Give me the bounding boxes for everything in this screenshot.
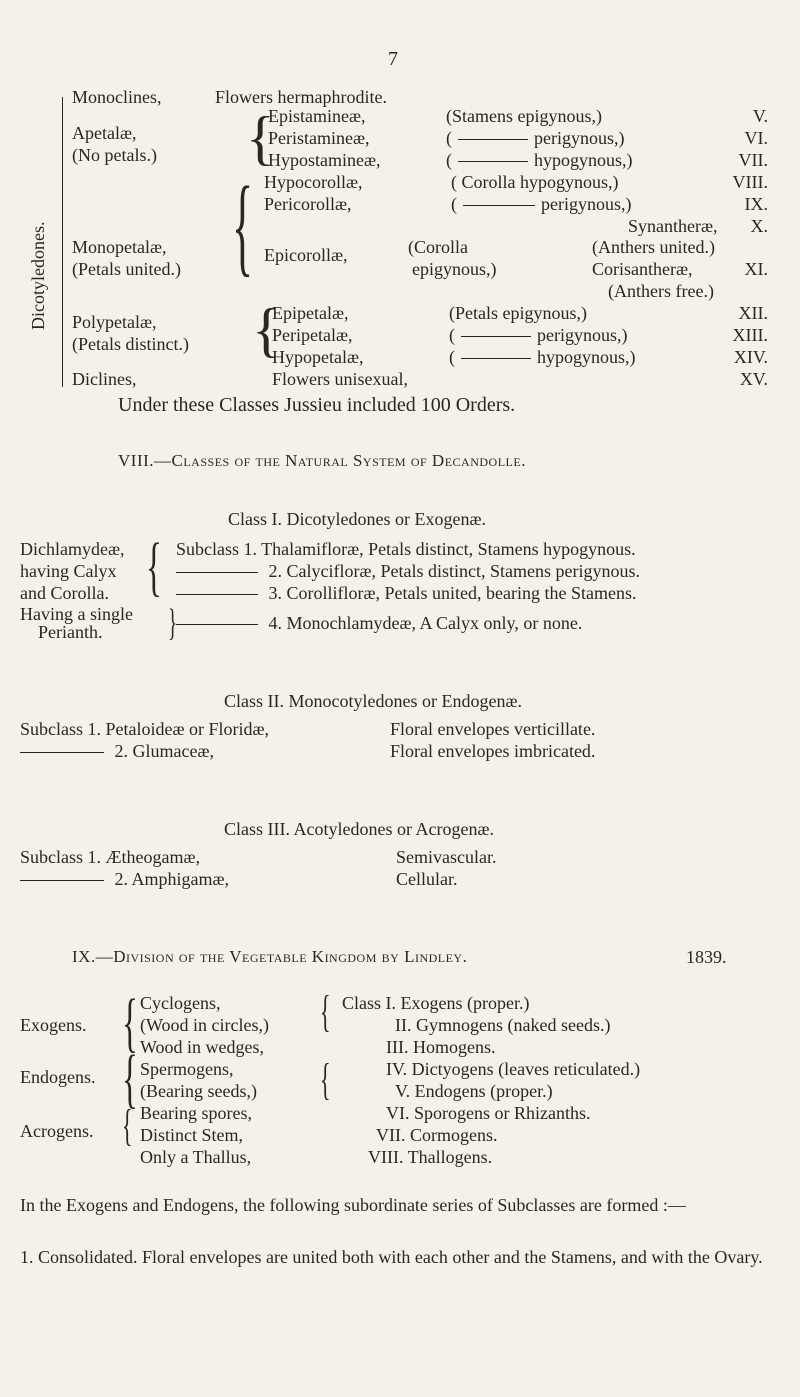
no-petals-label: (No petals.) (72, 145, 157, 165)
epistaminea-label: Epistamineæ, (268, 106, 366, 126)
subclass-3-corolliflorae: 3. Corollifloræ, Petals united, bearing the Stamens. (176, 582, 636, 604)
polypetalae-label: Polypetalæ, (72, 312, 157, 332)
epicorollae-label: Epicorollæ, (264, 245, 348, 265)
anthers-free-label: (Anthers free.) (608, 281, 714, 301)
lindley-class-iv: IV. Dictyogens (leaves reticulated.) (386, 1059, 641, 1079)
monopetalae-brace: { (232, 164, 254, 286)
lindley-class-ii: II. Gymnogens (naked seeds.) (395, 1015, 611, 1035)
stamens-epigynous-label: (Stamens epigynous,) (446, 106, 602, 126)
perigynous-row9: ( perigynous,) (451, 194, 632, 214)
hypocorollae-label: Hypocorollæ, (264, 172, 363, 192)
page-number: 7 (388, 48, 398, 70)
numeral-xiv: XIV. (733, 347, 768, 367)
cyclogens-label: Cyclogens, (140, 993, 221, 1013)
class-i-title: Class I. Dicotyledones or Exogenæ. (228, 509, 486, 529)
hypostaminea-label: Hypostamineæ, (268, 150, 381, 170)
numeral-v: V. (752, 106, 768, 126)
flowers-hermaphrodite-label: Flowers hermaphrodite. (215, 87, 387, 107)
corolla-label: (Corolla (408, 237, 468, 257)
corolla-hypogynous-label: ( Corolla hypogynous,) (451, 172, 619, 192)
subclass-1-thalamiflorae: Subclass 1. Thalamifloræ, Petals distinct, Stamens hypogynous. (176, 539, 636, 559)
class-iii-subclass-1: Subclass 1. Ætheogamæ, (20, 847, 200, 867)
acrogens-label: Acrogens. (20, 1121, 94, 1141)
class-i-ii-brace: { (320, 987, 331, 1036)
lindley-class-viii: VIII. Thallogens. (368, 1147, 493, 1167)
numeral-viii: VIII. (732, 172, 768, 192)
synantherae-label: Synantheræ, (628, 216, 718, 236)
lindley-class-vii: VII. Cormogens. (376, 1125, 498, 1145)
petals-epigynous-label: (Petals epigynous,) (449, 303, 587, 323)
wood-circles-label: (Wood in circles,) (140, 1015, 270, 1035)
numeral-xiii: XIII. (732, 325, 768, 345)
class-ii-subclass-2-desc: Floral envelopes imbricated. (390, 741, 596, 761)
decandolle-heading: VIII.—Classes of the Natural System of Decandolle. (118, 451, 526, 470)
spermogens-label: Spermogens, (140, 1059, 234, 1079)
dichlamydeae-label: Dichlamydeæ, (20, 539, 125, 559)
endogens-label: Endogens. (20, 1067, 96, 1087)
class-ii-subclass-1: Subclass 1. Petaloideæ or Floridæ, (20, 719, 269, 739)
numeral-xii: XII. (738, 303, 768, 323)
acrogens-brace: { (122, 1101, 133, 1150)
class-iii-subclass-2: 2. Amphigamæ, (20, 868, 229, 890)
monopetalae-label: Monopetalæ, (72, 237, 167, 257)
jussieu-footer: Under these Classes Jussieu included 100 Orders. (118, 394, 516, 416)
only-thallus-label: Only a Thallus, (140, 1147, 252, 1167)
numeral-xv: XV. (739, 369, 768, 389)
lindley-class-i: Class I. Exogens (proper.) (342, 993, 530, 1013)
lindley-heading: IX.—Division of the Vegetable Kingdom by Lindley. (72, 947, 468, 966)
class-iii-subclass-2-desc: Cellular. (396, 869, 458, 889)
polypetalae-brace: { (252, 297, 281, 363)
lindley-year: 1839. (686, 947, 727, 967)
epipetalae-label: Epipetalæ, (272, 303, 349, 323)
lindley-class-v: V. Endogens (proper.) (395, 1081, 553, 1101)
class-ii-subclass-2: 2. Glumaceæ, (20, 740, 214, 762)
having-calyx-label: having Calyx (20, 561, 117, 581)
and-corolla-label: and Corolla. (20, 583, 109, 603)
petals-united-label: (Petals united.) (72, 259, 181, 279)
perianth-label: Perianth. (38, 622, 103, 642)
bearing-spores-label: Bearing spores, (140, 1103, 252, 1123)
having-single-label: Having a single (20, 604, 133, 624)
class-iii-subclass-1-desc: Semivascular. (396, 847, 497, 867)
wood-wedges-label: Wood in wedges, (140, 1037, 265, 1057)
lindley-class-iii: III. Homogens. (386, 1037, 496, 1057)
apetalae-label: Apetalæ, (72, 123, 137, 143)
class-iii-title: Class III. Acotyledones or Acrogenæ. (224, 819, 494, 839)
exogens-brace: { (122, 986, 138, 1059)
subclass-2-calyciflorae: 2. Calycifloræ, Petals distinct, Stamens perigynous. (176, 560, 640, 582)
apetalae-brace: { (246, 105, 275, 171)
endogens-brace: { (122, 1042, 138, 1115)
lindley-class-vi: VI. Sporogens or Rhizanths. (386, 1103, 591, 1123)
monoclines-label: Monoclines, (72, 87, 162, 107)
bearing-seeds-label: (Bearing seeds,) (140, 1081, 257, 1101)
subclass-4-monochlamydeae: 4. Monochlamydeæ, A Calyx only, or none. (176, 612, 582, 634)
dicotyledones-label: Dicotyledones. (28, 221, 48, 330)
anthers-united-label: (Anthers united.) (592, 237, 715, 257)
numeral-vi: VI. (744, 128, 768, 148)
numeral-xi: XI. (744, 259, 768, 279)
class-iv-v-brace: { (320, 1055, 331, 1104)
hypopetalae-label: Hypopetalæ, (272, 347, 364, 367)
numeral-x: X. (750, 216, 768, 236)
numeral-vii: VII. (738, 150, 768, 170)
distinct-stem-label: Distinct Stem, (140, 1125, 243, 1145)
perianth-brace: } (168, 602, 178, 644)
diclines-label: Diclines, (72, 369, 137, 389)
hypogynous-row14: ( hypogynous,) (449, 347, 636, 367)
consolidated-item: 1. Consolidated. Floral envelopes are united both with each other and the Stamens, and with the Ovary. (20, 1247, 763, 1267)
flowers-unisexual-label: Flowers unisexual, (272, 369, 408, 389)
pericorollae-label: Pericorollæ, (264, 194, 352, 214)
peripetalae-label: Peripetalæ, (272, 325, 353, 345)
petals-distinct-label: (Petals distinct.) (72, 334, 189, 354)
peristaminea-label: Peristamineæ, (268, 128, 370, 148)
perigynous-row6: ( perigynous,) (446, 128, 625, 148)
numeral-ix: IX. (744, 194, 768, 214)
perigynous-row13: ( perigynous,) (449, 325, 628, 345)
outer-bracket (62, 97, 63, 387)
exogens-label: Exogens. (20, 1015, 87, 1035)
epigynous-label: epigynous,) (412, 259, 497, 279)
corisantherae-label: Corisantheræ, (592, 259, 693, 279)
subordinate-series-paragraph: In the Exogens and Endogens, the following subordinate series of Subclasses are formed :— (20, 1195, 686, 1215)
class-ii-subclass-1-desc: Floral envelopes verticillate. (390, 719, 596, 739)
hypogynous-row7: ( hypogynous,) (446, 150, 633, 170)
dichlamydeae-brace: { (146, 530, 162, 603)
class-ii-title: Class II. Monocotyledones or Endogenæ. (224, 691, 522, 711)
